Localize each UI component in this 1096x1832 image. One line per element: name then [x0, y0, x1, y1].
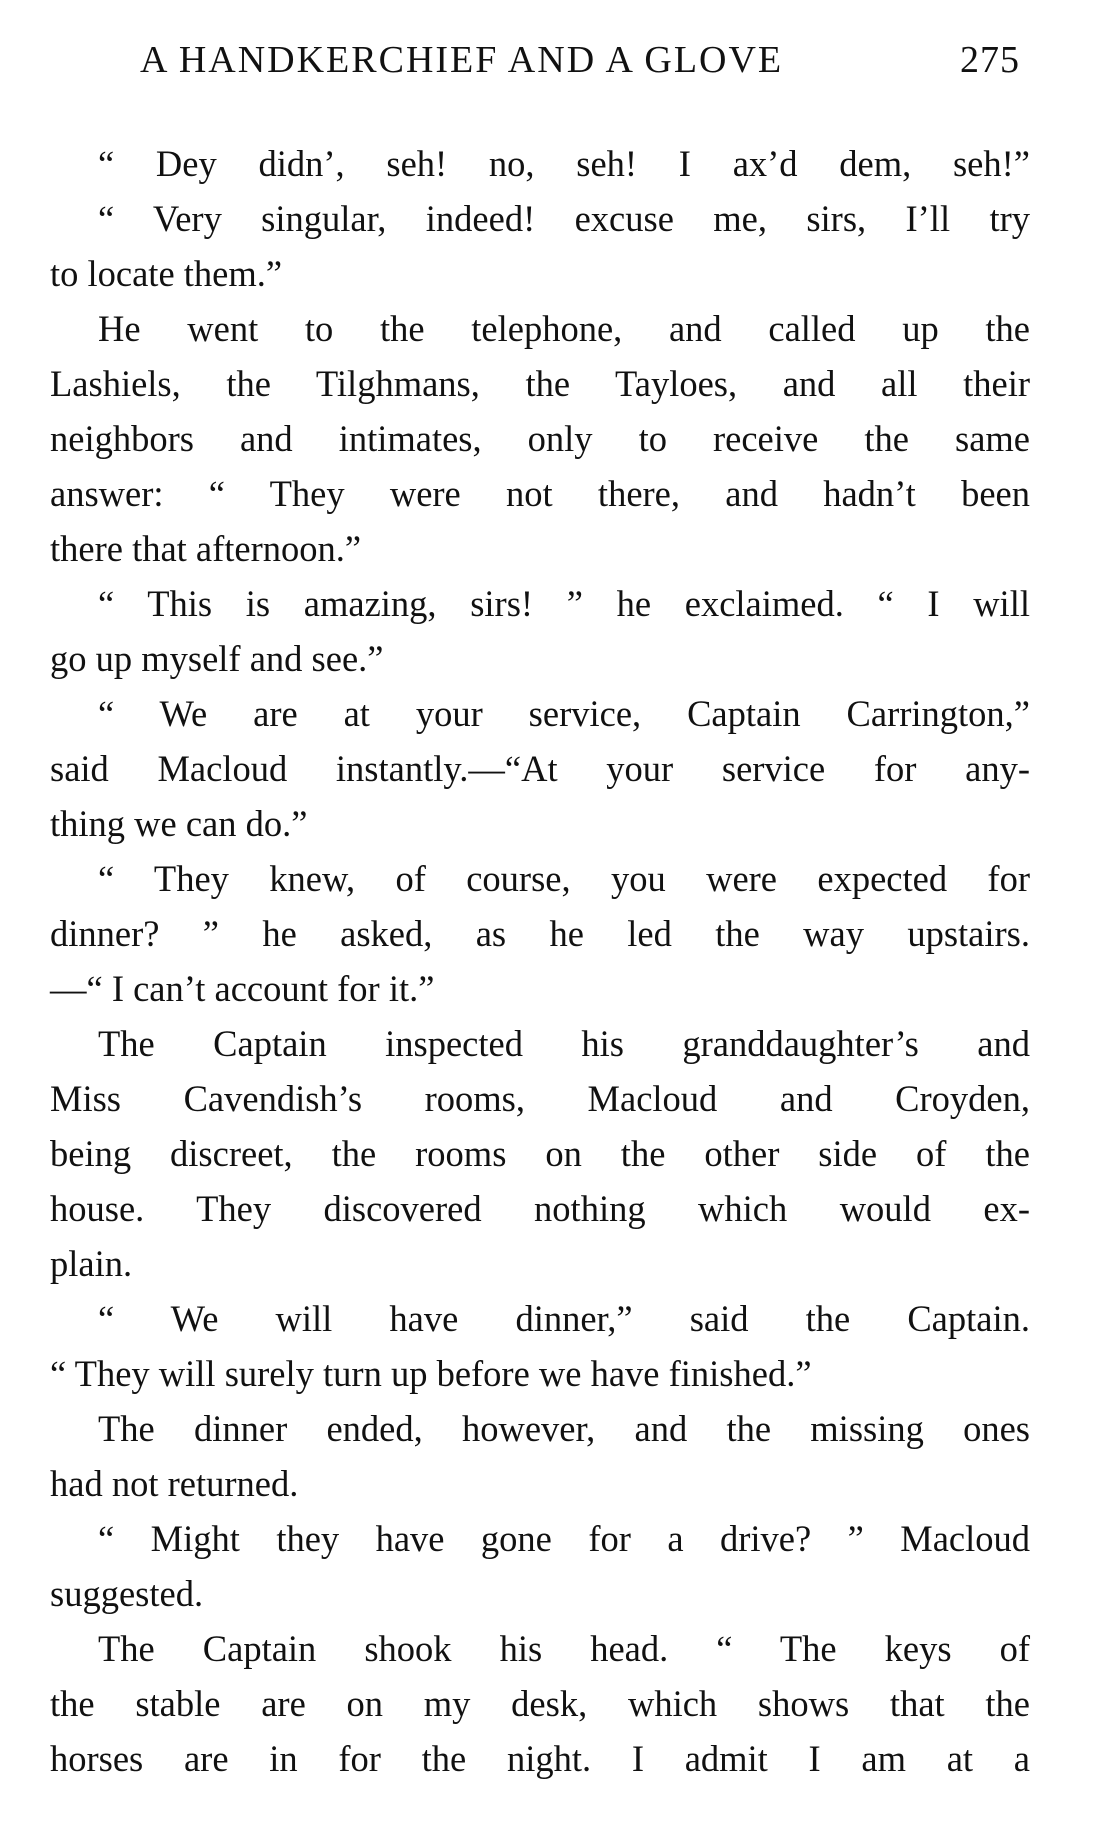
text-line: thing we can do.”: [50, 803, 308, 844]
text-line: had not returned.: [50, 1463, 299, 1504]
text-line: The dinner ended, however, and the missing ones: [98, 1408, 1030, 1449]
text-line: “ We will have dinner,” said the Captain.: [98, 1298, 1030, 1339]
text-line: “ They will surely turn up before we have finished.”: [50, 1353, 812, 1394]
text-line: said Macloud instantly.—“At your service for any-: [50, 748, 1030, 789]
text-line: The Captain inspected his granddaughter’s and: [98, 1023, 1030, 1064]
body-text: [50, 136, 1030, 1786]
text-line: go up myself and see.”: [50, 638, 384, 679]
text-line: Miss Cavendish’s rooms, Macloud and Croyden,: [50, 1078, 1030, 1119]
text-line: neighbors and intimates, only to receive the same: [50, 418, 1030, 459]
text-line: the stable are on my desk, which shows that the: [50, 1683, 1030, 1724]
text-line: there that afternoon.”: [50, 528, 362, 569]
text-line: “ Dey didn’, seh! no, seh! I ax’d dem, seh!”: [98, 143, 1030, 184]
text-line: being discreet, the rooms on the other side of the: [50, 1133, 1030, 1174]
text-line: —“ I can’t account for it.”: [50, 968, 435, 1009]
running-title: A HANDKERCHIEF AND A GLOVE: [140, 39, 784, 81]
page-number: 275: [960, 39, 1020, 81]
text-line: “ This is amazing, sirs! ” he exclaimed. “ I will: [98, 583, 1030, 624]
text-line: Lashiels, the Tilghmans, the Tayloes, and all their: [50, 363, 1030, 404]
text-line: He went to the telephone, and called up the: [98, 308, 1030, 349]
text-line: house. They discovered nothing which would ex-: [50, 1188, 1030, 1229]
text-line: “ Very singular, indeed! excuse me, sirs, I’ll try: [98, 198, 1030, 239]
text-line: dinner? ” he asked, as he led the way upstairs.: [50, 913, 1030, 954]
running-head: [140, 38, 1020, 94]
text-line: answer: “ They were not there, and hadn’t been: [50, 473, 1030, 514]
text-line: horses are in for the night. I admit I am at a: [50, 1738, 1030, 1779]
text-line: “ We are at your service, Captain Carrington,”: [98, 693, 1030, 734]
text-line: plain.: [50, 1243, 133, 1284]
text-line: to locate them.”: [50, 253, 283, 294]
text-line: “ Might they have gone for a drive? ” Macloud: [98, 1518, 1030, 1559]
text-line: The Captain shook his head. “ The keys of: [98, 1628, 1030, 1669]
text-line: suggested.: [50, 1573, 204, 1614]
text-line: “ They knew, of course, you were expected for: [98, 858, 1030, 899]
